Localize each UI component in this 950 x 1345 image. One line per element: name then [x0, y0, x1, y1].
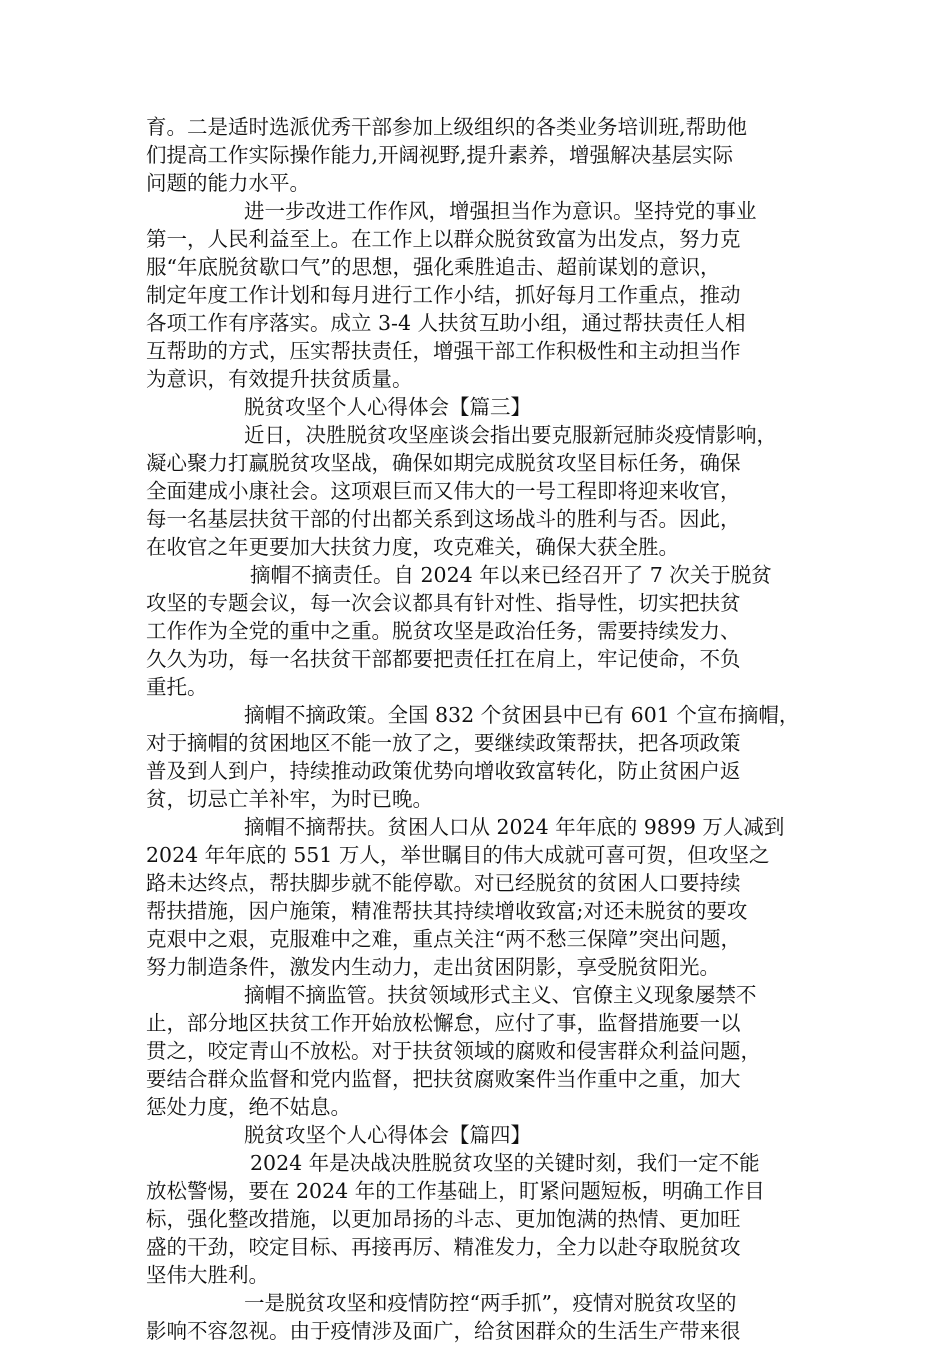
text-line: 影响不容忽视。由于疫情涉及面广，给贫困群众的生活生产带来很 [146, 1319, 741, 1343]
text-line: 久久为功，每一名扶贫干部都要把责任扛在肩上，牢记使命，不负 [146, 647, 741, 671]
paragraph-start-line: 摘帽不摘责任。自 2024 年以来已经召开了 7 次关于脱贫 [250, 563, 772, 587]
text-line: 惩处力度，绝不姑息。 [146, 1095, 351, 1119]
text-line: 放松警惕，要在 2024 年的工作基础上，盯紧问题短板，明确工作目 [146, 1179, 765, 1203]
text-line: 克艰中之艰，克服难中之难，重点关注“两不愁三保障”突出问题， [146, 927, 741, 951]
text-line: 路未达终点，帮扶脚步就不能停歇。对已经脱贫的贫困人口要持续 [146, 871, 741, 895]
text-line: 贯之，咬定青山不放松。对于扶贫领域的腐败和侵害群众利益问题， [146, 1039, 761, 1063]
text-line: 盛的干劲，咬定目标、再接再厉、精准发力，全力以赴夺取脱贫攻 [146, 1235, 741, 1259]
text-line: 全面建成小康社会。这项艰巨而又伟大的一号工程即将迎来收官， [146, 479, 741, 503]
text-line: 帮扶措施，因户施策，精准帮扶其持续增收致富;对还未脱贫的要攻 [146, 899, 748, 923]
text-line: 为意识，有效提升扶贫质量。 [146, 367, 413, 391]
text-line: 2024 年年底的 551 万人，举世瞩目的伟大成就可喜可贺，但攻坚之 [146, 843, 770, 867]
text-line: 在收官之年更要加大扶贫力度，攻克难关，确保大获全胜。 [146, 535, 679, 559]
text-line: 工作作为全党的重中之重。脱贫攻坚是政治任务，需要持续发力、 [146, 619, 741, 643]
text-line: 育。二是适时选派优秀干部参加上级组织的各类业务培训班,帮助他 [146, 115, 748, 139]
text-line: 制定年度工作计划和每月进行工作小结，抓好每月工作重点，推动 [146, 283, 741, 307]
paragraph-start-line: 一是脱贫攻坚和疫情防控“两手抓”，疫情对脱贫攻坚的 [244, 1291, 737, 1315]
text-line: 凝心聚力打赢脱贫攻坚战，确保如期完成脱贫攻坚目标任务，确保 [146, 451, 741, 475]
paragraph-start-line: 进一步改进工作作风，增强担当作为意识。坚持党的事业 [244, 199, 757, 223]
text-line: 普及到人到户，持续推动政策优势向增收致富转化，防止贫困户返 [146, 759, 741, 783]
text-line: 攻坚的专题会议，每一次会议都具有针对性、指导性，切实把扶贫 [146, 591, 741, 615]
paragraph-start-line: 2024 年是决战决胜脱贫攻坚的关键时刻，我们一定不能 [250, 1151, 760, 1175]
text-line: 要结合群众监督和党内监督，把扶贫腐败案件当作重中之重，加大 [146, 1067, 741, 1091]
text-line: 对于摘帽的贫困地区不能一放了之，要继续政策帮扶，把各项政策 [146, 731, 741, 755]
text-line: 第一，人民利益至上。在工作上以群众脱贫致富为出发点，努力克 [146, 227, 741, 251]
paragraph-start-line: 摘帽不摘帮扶。贫困人口从 2024 年年底的 9899 万人减到 [244, 815, 785, 839]
paragraph-start-line: 近日，决胜脱贫攻坚座谈会指出要克服新冠肺炎疫情影响， [244, 423, 777, 447]
text-line: 问题的能力水平。 [146, 171, 310, 195]
text-line: 贫，切忌亡羊补牢，为时已晚。 [146, 787, 433, 811]
text-line: 互帮助的方式，压实帮扶责任，增强干部工作积极性和主动担当作 [146, 339, 741, 363]
paragraph-start-line: 摘帽不摘政策。全国 832 个贫困县中已有 601 个宣布摘帽， [244, 703, 800, 727]
text-line: 每一名基层扶贫干部的付出都关系到这场战斗的胜利与否。因此， [146, 507, 741, 531]
paragraph-start-line: 摘帽不摘监管。扶贫领域形式主义、官僚主义现象屡禁不 [244, 983, 757, 1007]
text-line: 们提高工作实际操作能力,开阔视野,提升素养，增强解决基层实际 [146, 143, 734, 167]
text-line: 止，部分地区扶贫工作开始放松懈怠，应付了事，监督措施要一以 [146, 1011, 741, 1035]
section-heading: 脱贫攻坚个人心得体会【篇四】 [244, 1123, 531, 1147]
section-heading: 脱贫攻坚个人心得体会【篇三】 [244, 395, 531, 419]
document-page [146, 113, 810, 1345]
text-line: 标，强化整改措施，以更加昂扬的斗志、更加饱满的热情、更加旺 [146, 1207, 741, 1231]
text-line: 服“年底脱贫歇口气”的思想，强化乘胜追击、超前谋划的意识， [146, 255, 721, 279]
text-line: 各项工作有序落实。成立 3-4 人扶贫互助小组，通过帮扶责任人相 [146, 311, 746, 335]
text-line: 努力制造条件，激发内生动力，走出贫困阴影，享受脱贫阳光。 [146, 955, 720, 979]
text-line: 重托。 [146, 675, 208, 699]
text-line: 坚伟大胜利。 [146, 1263, 269, 1287]
